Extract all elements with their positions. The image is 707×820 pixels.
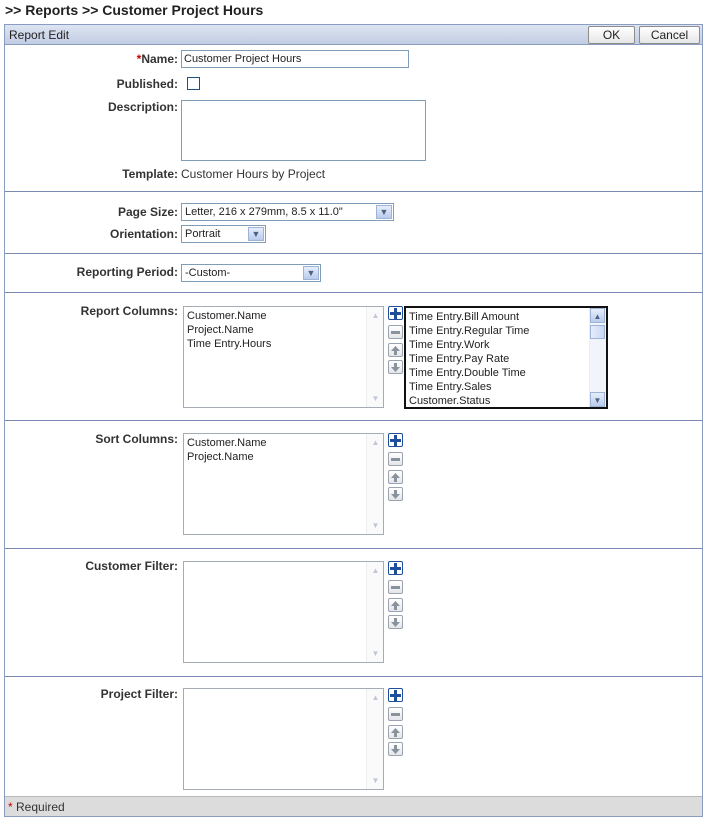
scroll-up-icon[interactable]: ▲: [371, 693, 380, 702]
move-down-button[interactable]: [388, 742, 403, 756]
scroll-down-icon[interactable]: ▼: [371, 521, 380, 530]
remove-button[interactable]: [388, 580, 403, 594]
list-item[interactable]: Customer.Name: [187, 310, 267, 322]
minus-icon: [390, 709, 401, 720]
sort-columns-listbox[interactable]: [183, 433, 384, 535]
move-up-button[interactable]: [388, 470, 403, 484]
template-value: Customer Hours by Project: [181, 167, 326, 181]
page-size-select[interactable]: [181, 203, 394, 221]
reporting-period-select[interactable]: [181, 264, 321, 282]
plus-icon: [390, 690, 401, 701]
scroll-up-icon[interactable]: ▲: [371, 566, 380, 575]
arrow-down-icon: [390, 617, 401, 628]
scroll-up-icon[interactable]: ▲: [371, 311, 380, 320]
section-divider: [5, 420, 702, 421]
move-down-button[interactable]: [388, 615, 403, 629]
list-item[interactable]: Project.Name: [187, 451, 254, 463]
scrollbar[interactable]: [366, 307, 383, 407]
list-item[interactable]: Time Entry.Work: [409, 339, 490, 351]
plus-icon: [390, 308, 401, 319]
arrow-down-icon: [390, 362, 401, 373]
name-input[interactable]: [181, 50, 409, 68]
scrollbar[interactable]: [589, 308, 606, 407]
minus-icon: [390, 327, 401, 338]
report-columns-listbox[interactable]: [183, 306, 384, 408]
section-divider: [5, 191, 702, 192]
chevron-down-icon[interactable]: ▼: [248, 227, 264, 241]
list-item[interactable]: Time Entry.Bill Amount: [409, 311, 520, 323]
scrollbar[interactable]: [366, 434, 383, 534]
project-filter-label: Project Filter:: [100, 687, 178, 701]
orientation-value: Portrait: [185, 228, 221, 240]
required-note: * Required: [8, 800, 65, 814]
scroll-up-icon[interactable]: ▲: [371, 438, 380, 447]
report-columns-label: Report Columns:: [80, 304, 178, 318]
chevron-down-icon[interactable]: ▼: [376, 205, 392, 219]
remove-button[interactable]: [388, 325, 403, 339]
scroll-up-icon[interactable]: ▲: [590, 308, 605, 323]
arrow-up-icon: [390, 600, 401, 611]
reporting-period-label: Reporting Period:: [76, 265, 178, 279]
plus-icon: [390, 435, 401, 446]
move-up-button[interactable]: [388, 598, 403, 612]
orientation-label: Orientation:: [110, 227, 178, 241]
published-label: Published:: [116, 77, 178, 91]
sort-columns-label: Sort Columns:: [95, 432, 178, 446]
arrow-down-icon: [390, 489, 401, 500]
plus-icon: [390, 563, 401, 574]
section-divider: [5, 676, 702, 677]
description-textarea[interactable]: [181, 100, 426, 161]
minus-icon: [390, 454, 401, 465]
scroll-down-icon[interactable]: ▼: [371, 649, 380, 658]
move-down-button[interactable]: [388, 360, 403, 374]
add-button[interactable]: [388, 688, 403, 702]
required-asterisk: *: [8, 800, 13, 814]
arrow-up-icon: [390, 345, 401, 356]
list-item[interactable]: Customer.Status: [409, 395, 491, 407]
required-asterisk: *: [136, 52, 142, 66]
move-up-button[interactable]: [388, 343, 403, 357]
panel-title: Report Edit: [9, 28, 70, 42]
name-label: *Name:: [136, 52, 178, 66]
add-button[interactable]: [388, 561, 403, 575]
arrow-up-icon: [390, 727, 401, 738]
list-item[interactable]: Time Entry.Double Time: [409, 367, 526, 379]
move-down-button[interactable]: [388, 487, 403, 501]
template-label: Template:: [122, 167, 178, 181]
scroll-down-icon[interactable]: ▼: [590, 392, 605, 407]
page-size-label: Page Size:: [117, 205, 178, 219]
remove-button[interactable]: [388, 452, 403, 466]
list-item[interactable]: Time Entry.Hours: [187, 338, 272, 350]
add-button[interactable]: [388, 306, 403, 320]
footer-bar: [5, 796, 702, 816]
published-checkbox[interactable]: [187, 77, 200, 90]
scroll-down-icon[interactable]: ▼: [371, 394, 380, 403]
list-item[interactable]: Time Entry.Pay Rate: [409, 353, 510, 365]
description-label: Description:: [107, 100, 178, 114]
breadcrumb: >> Reports >> Customer Project Hours: [5, 2, 264, 18]
reporting-period-value: -Custom-: [185, 267, 231, 279]
section-divider: [5, 292, 702, 293]
list-item[interactable]: Project.Name: [187, 324, 254, 336]
panel-titlebar: [5, 25, 702, 45]
scroll-down-icon[interactable]: ▼: [371, 776, 380, 785]
add-button[interactable]: [388, 433, 403, 447]
customer-filter-listbox[interactable]: [183, 561, 384, 663]
remove-button[interactable]: [388, 707, 403, 721]
customer-filter-label: Customer Filter:: [85, 559, 178, 573]
scrollbar[interactable]: [366, 689, 383, 789]
arrow-down-icon: [390, 744, 401, 755]
chevron-down-icon[interactable]: ▼: [303, 266, 319, 280]
minus-icon: [390, 582, 401, 593]
list-item[interactable]: Time Entry.Regular Time: [409, 325, 530, 337]
move-up-button[interactable]: [388, 725, 403, 739]
scrollbar[interactable]: [366, 562, 383, 662]
orientation-select[interactable]: [181, 225, 266, 243]
project-filter-listbox[interactable]: [183, 688, 384, 790]
ok-button[interactable]: OK: [588, 26, 635, 44]
arrow-up-icon: [390, 472, 401, 483]
cancel-button[interactable]: Cancel: [639, 26, 700, 44]
list-item[interactable]: Customer.Name: [187, 437, 267, 449]
list-item[interactable]: Time Entry.Sales: [409, 381, 492, 393]
scroll-thumb[interactable]: [590, 325, 605, 339]
section-divider: [5, 548, 702, 549]
available-columns-list[interactable]: [404, 306, 608, 409]
section-divider: [5, 253, 702, 254]
page-size-value: Letter, 216 x 279mm, 8.5 x 11.0": [185, 206, 343, 218]
